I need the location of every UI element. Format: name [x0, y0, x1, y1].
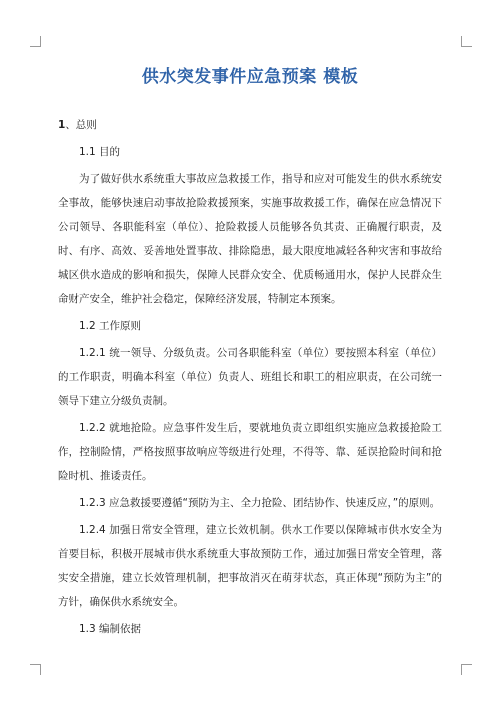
subheading-purpose: 1.1 目的: [79, 146, 121, 158]
document-title: 供水突发事件应急预案 模板: [141, 67, 359, 87]
subheading-basis: 1.3 编制依据: [79, 623, 142, 635]
crop-mark-bottom-left: [30, 664, 41, 675]
subheading-principles: 1.2 工作原则: [79, 320, 142, 332]
paragraph-purpose: 为了做好供水系统重大事故应急救援工作，指导和应对可能发生的供水系统安全事故，能够快速启动事故抢险救援预案，实施事故救援工作，确保在应急情况下公司领导、各职能科室（单位）、抢险救援人员能够各负其责、正确履行职责，及时、有序、高效、妥善地处置事故、排除隐患，最大限度地减轻各种灾害和事故给城区供水造成的影响和损失，保障人民群众安全、优质畅通用水，保护人民群众生命财产安全，维护社会稳定，保障经济发展，特制定本预案。: [58, 173, 442, 305]
paragraph-principle-4: 1.2.4 加强日常安全管理，建立长效机制。供水工作要以保障城市供水安全为首要目标，积极开展城市供水系统重大事故预防工作，通过加强日常安全管理，落实安全措施，建立长效管理机制，把事故消灭在萌芽状态，真正体现“预防为主”的方针，确保供水系统安全。: [58, 524, 442, 608]
crop-mark-bottom-right: [461, 664, 472, 675]
paragraph-principle-1: 1.2.1 统一领导、分级负责。公司各职能科室（单位）要按照本科室（单位）的工作职责，明确本科室（单位）负责人、班组长和职工的相应职责，在公司统一领导下建立分级负责制。: [58, 347, 442, 407]
section-label: 、总则: [65, 119, 97, 131]
document-body: [58, 110, 442, 644]
section-number: 1: [58, 119, 66, 131]
paragraph-principle-2: 1.2.2 就地抢险。应急事件发生后，要就地负责立即组织实施应急救援抢险工作，控制险情，严格按照事故响应等级进行处理，不得等、靠、延误抢险时间和抢险时机、推诿责任。: [58, 422, 442, 482]
paragraph-principle-3: 1.2.3 应急救援要遵循“预防为主、全力抢险、团结协作、快速反应，”的原则。: [79, 497, 441, 509]
crop-mark-top-left: [30, 36, 41, 47]
crop-mark-top-right: [461, 36, 472, 47]
section-heading-general: [58, 113, 442, 137]
